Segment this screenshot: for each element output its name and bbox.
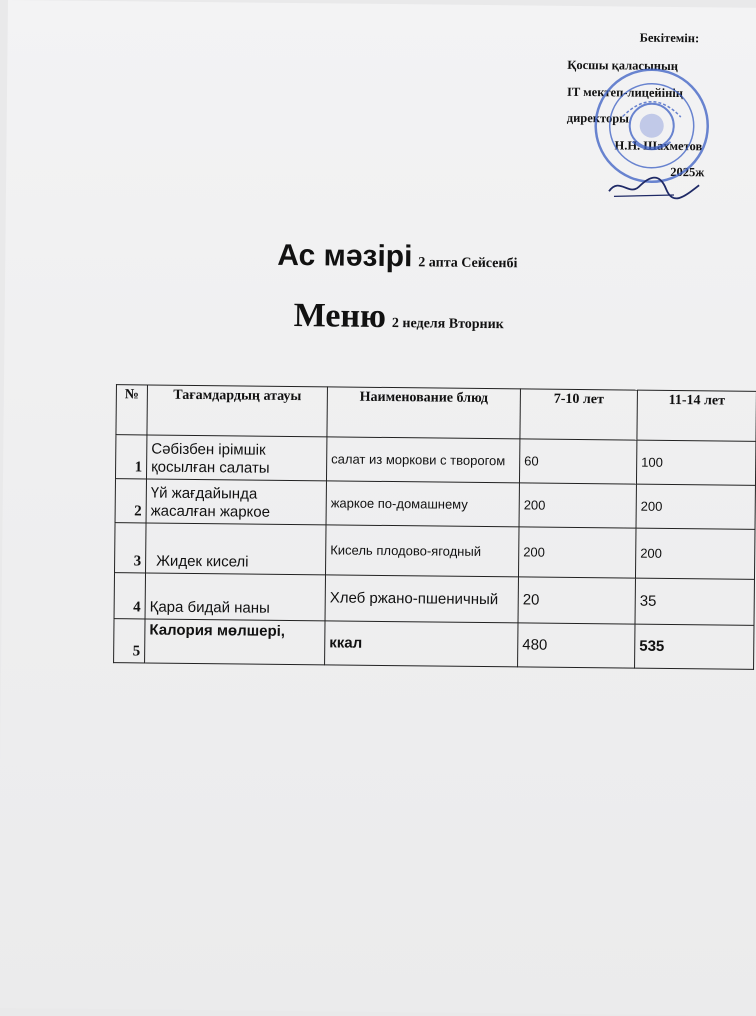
row-number: 1 bbox=[115, 435, 146, 479]
title-kz-sub: 2 апта Сейсенбі bbox=[418, 255, 518, 272]
header-kz-name: Тағамдардың атауы bbox=[147, 385, 328, 437]
portion-11-14: 200 bbox=[636, 484, 755, 529]
header-ru-name: Наименование блюд bbox=[327, 387, 521, 439]
approval-line-1: Бекітемін: bbox=[639, 30, 700, 46]
table-row bbox=[115, 479, 755, 530]
dish-name-ru: Хлеб ржано-пшеничный bbox=[325, 575, 518, 623]
signature-scribble bbox=[604, 156, 705, 207]
dish-name-kz: Жидек киселі bbox=[146, 523, 327, 575]
calorie-label: Калория мөлшері, bbox=[145, 619, 325, 665]
portion-7-10: 60 bbox=[519, 439, 636, 484]
dish-name-ru: жаркое по-домашнему bbox=[326, 481, 519, 527]
approval-line-5: Н.Н. Шахметов bbox=[614, 137, 703, 153]
row-number: 5 bbox=[114, 619, 145, 663]
title-ru-main: Меню bbox=[293, 297, 387, 335]
approval-line-2: Қосшы қаласының bbox=[567, 58, 679, 74]
approval-line-4: директоры bbox=[566, 110, 630, 126]
title-kz-main: Ас мәзірі bbox=[277, 238, 413, 274]
portion-11-14: 100 bbox=[636, 440, 755, 485]
portion-11-14: 200 bbox=[635, 528, 755, 579]
title-ru-sub: 2 неделя Вторник bbox=[391, 316, 504, 333]
table-header-row bbox=[116, 385, 756, 442]
table-row bbox=[114, 573, 754, 626]
calories-11-14: 535 bbox=[635, 624, 754, 669]
approval-line-6: 2025ж bbox=[670, 164, 705, 180]
portion-11-14: 35 bbox=[635, 578, 754, 625]
portion-7-10: 200 bbox=[518, 527, 636, 578]
row-number: 4 bbox=[114, 573, 145, 619]
table-row-total bbox=[114, 619, 754, 670]
row-number: 3 bbox=[115, 523, 147, 573]
header-age-7-10: 7-10 лет bbox=[520, 389, 638, 440]
dish-name-kz: Сәбізбен ірімшік қосылған салаты bbox=[146, 435, 326, 481]
header-age-11-14: 11-14 лет bbox=[637, 390, 756, 441]
page-title-kz bbox=[277, 239, 517, 276]
calorie-unit: ккал bbox=[325, 621, 518, 667]
header-number: № bbox=[116, 385, 148, 435]
dish-name-ru: салат из моркови с творогом bbox=[326, 437, 519, 483]
row-number: 2 bbox=[115, 479, 146, 523]
table-row bbox=[115, 523, 755, 580]
dish-name-kz: Үй жағдайында жасалған жаркое bbox=[146, 479, 326, 525]
dish-name-ru: Кисель плодово-ягодный bbox=[325, 525, 519, 577]
portion-7-10: 200 bbox=[519, 483, 636, 528]
approval-line-3: IT мектеп-лицейінің bbox=[566, 84, 684, 100]
menu-table bbox=[113, 384, 756, 670]
dish-name-kz: Қара бидай наны bbox=[145, 573, 325, 621]
page-title-ru bbox=[294, 297, 505, 337]
table-row bbox=[115, 435, 755, 486]
portion-7-10: 20 bbox=[518, 577, 635, 624]
calories-7-10: 480 bbox=[518, 623, 635, 668]
